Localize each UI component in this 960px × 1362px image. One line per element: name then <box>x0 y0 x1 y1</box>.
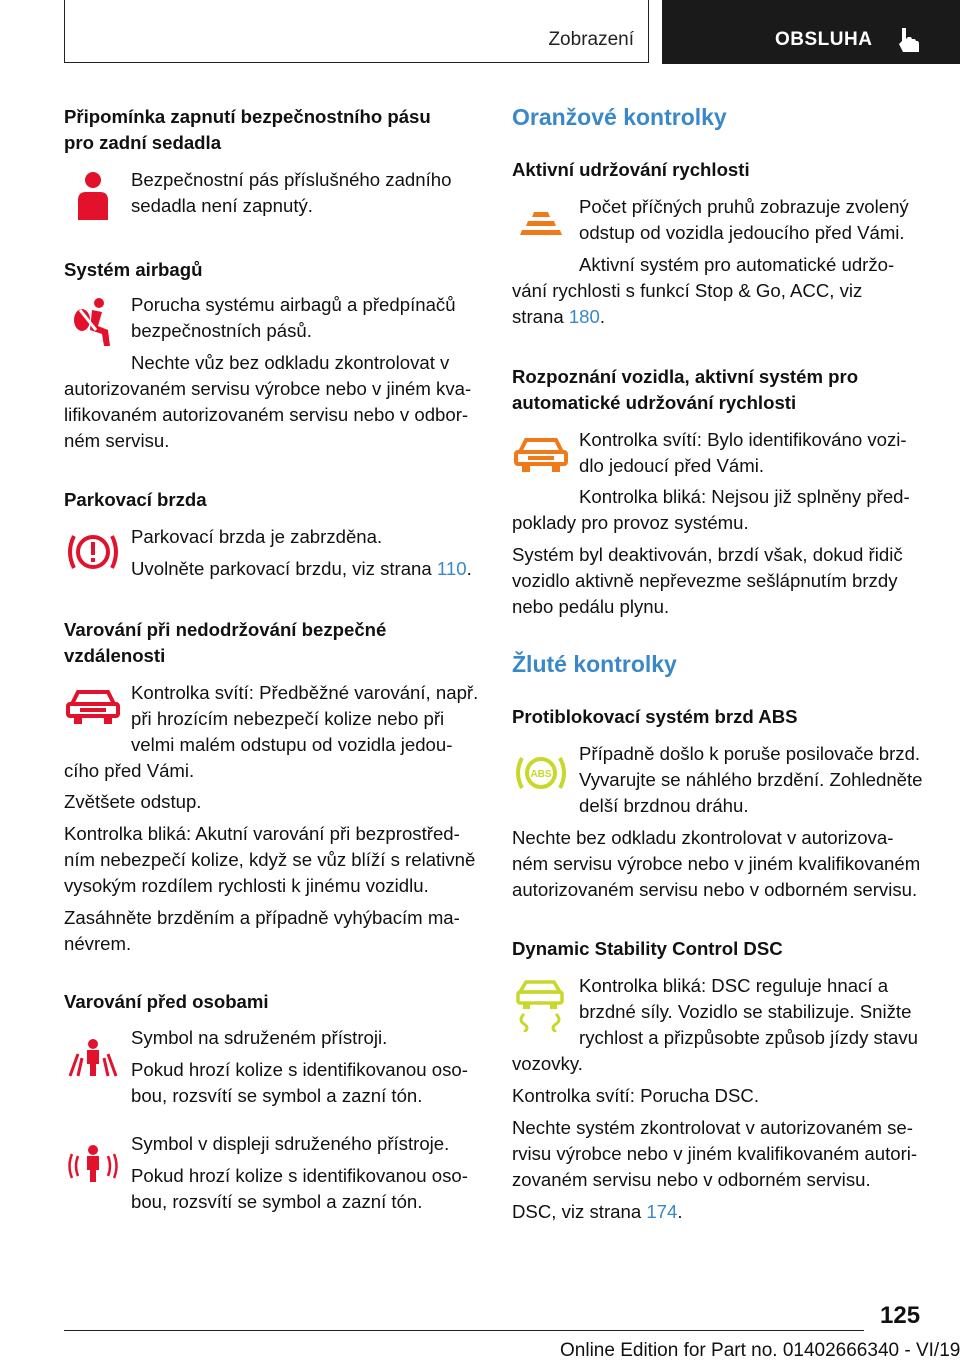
footer-edition: Online Edition for Part no. 01402666340 - VI/19 <box>560 1340 960 1361</box>
distance-text-7: ním nebezpečí kolize, když se vůz blíží s relativně <box>64 849 476 870</box>
persons-text-6: bou, rozsvítí se symbol a zazní tón. <box>131 1191 423 1212</box>
persons-text-2: Pokud hrozí kolize s identifikovanou oso- <box>131 1059 468 1080</box>
detect-text-4: poklady pro provoz systému. <box>512 512 749 533</box>
dsc-text-5: Kontrolka svítí: Porucha DSC. <box>512 1085 759 1106</box>
airbag-text-5: lifikovaném autorizovaném servisu nebo v odbor- <box>64 404 469 425</box>
abs-text-3: delší brzdnou dráhu. <box>579 795 749 816</box>
pedestrian-warning-icon <box>68 1038 118 1078</box>
rear-seatbelt-icon <box>74 170 112 222</box>
distance-text-9: Zasáhněte brzděním a případně vyhýbacím ma- <box>64 907 460 928</box>
seatbelt-text-1: Bezpečnostní pás příslušného zadního <box>131 169 452 190</box>
seatbelt-title-line2: pro zadní sedadla <box>64 132 222 153</box>
airbag-text-1: Porucha systému airbagů a předpínačů <box>131 294 456 315</box>
distance-text-10: névrem. <box>64 933 132 954</box>
detect-text-2: dlo jedoucí před Vámi. <box>579 455 765 476</box>
dsc-text-3: rychlost a přizpůsobte způsob jízdy stavu <box>579 1027 918 1048</box>
persons-warning-title: Varování před osobami <box>64 991 269 1012</box>
distance-text-1: Kontrolka svítí: Předběžné varování, např. <box>131 682 479 703</box>
dsc-text-7: rvisu výrobce nebo v jiném kvalifikovaném autori- <box>512 1143 918 1164</box>
abs-text-4: Nechte bez odkladu zkontrolovat v autorizova- <box>512 827 894 848</box>
pedestrian-display-icon <box>66 1144 120 1184</box>
distance-warning-car-icon <box>66 688 120 728</box>
acc-text-1: Počet příčných pruhů zobrazuje zvolený <box>579 196 909 217</box>
acc-text-2: odstup od vozidla jedoucího před Vámi. <box>579 222 905 243</box>
abs-text-2: Vyvarujte se náhlého brzdění. Zohledněte <box>579 769 923 790</box>
seatbelt-text-2: sedadla není zapnutý. <box>131 195 313 216</box>
header-section-title: Zobrazení <box>548 29 634 50</box>
detect-text-3: Kontrolka bliká: Nejsou již splněny před- <box>579 486 910 507</box>
abs-icon-label: ABS <box>530 769 552 780</box>
header-section-box <box>64 0 649 63</box>
distance-text-4: cího před Vámi. <box>64 760 195 781</box>
detect-text-6: vozidlo aktivně nepřevezme sešlápnutím brzdy <box>512 570 898 591</box>
distance-text-2: při hrozícím nebezpečí kolize nebo při <box>131 708 445 729</box>
orange-lights-heading: Oranžové kontrolky <box>512 104 727 130</box>
page-number: 125 <box>880 1302 921 1329</box>
distance-warning-title-line2: vzdálenosti <box>64 645 166 666</box>
abs-warning-icon <box>514 750 568 796</box>
dsc-text-9: DSC, viz strana 174. <box>512 1201 683 1222</box>
distance-bars-icon <box>514 210 568 240</box>
parking-brake-text-2: Uvolněte parkovací brzdu, viz strana 110. <box>131 558 472 579</box>
dsc-text-8: zovaném servisu nebo v odborném servisu. <box>512 1169 871 1190</box>
acc-text-5: strana 180. <box>512 306 606 327</box>
dsc-text-2: brzdné síly. Vozidlo se stabilizuje. Snižte <box>579 1001 912 1022</box>
distance-warning-title-line1: Varování při nedodržování bezpečné <box>64 619 387 640</box>
acc-text-4: vání rychlosti s funkcí Stop & Go, ACC, viz <box>512 280 863 301</box>
airbag-title: Systém airbagů <box>64 259 203 280</box>
airbag-text-4: autorizovaném servisu výrobce nebo v jiném kva- <box>64 378 472 399</box>
abs-text-5: ném servisu výrobce nebo v jiném kvalifikovaném <box>512 853 921 874</box>
abs-title: Protiblokovací systém brzd ABS <box>512 706 798 727</box>
persons-text-3: bou, rozsvítí se symbol a zazní tón. <box>131 1085 423 1106</box>
airbag-text-2: bezpečnostních pásů. <box>131 320 312 341</box>
detect-text-5: Systém byl deaktivován, brzdí však, dokud řidič <box>512 544 903 565</box>
detect-text-7: nebo pedálu plynu. <box>512 596 670 617</box>
dsc-title: Dynamic Stability Control DSC <box>512 938 783 959</box>
page-link-180[interactable]: 180 <box>568 306 600 327</box>
dsc-skidding-car-icon <box>516 978 564 1032</box>
airbag-text-6: ném servisu. <box>64 430 170 451</box>
parking-brake-text-1: Parkovací brzda je zabrzděna. <box>131 526 383 547</box>
distance-text-6: Kontrolka bliká: Akutní varování při bezprostřed- <box>64 823 460 844</box>
parking-brake-title: Parkovací brzda <box>64 489 207 510</box>
persons-text-5: Pokud hrozí kolize s identifikovanou oso- <box>131 1165 468 1186</box>
distance-text-8: vysokým rozdílem rychlosti k jinému vozidlu. <box>64 875 429 896</box>
persons-text-4: Symbol v displeji sdruženého přístroje. <box>131 1133 450 1154</box>
footer-divider <box>64 1330 864 1331</box>
abs-text-6: autorizovaném servisu nebo v odborném servisu. <box>512 879 918 900</box>
distance-text-5: Zvětšete odstup. <box>64 791 202 812</box>
dsc-text-6: Nechte systém zkontrolovat v autorizovaném se- <box>512 1117 913 1138</box>
acc-title: Aktivní udržování rychlosti <box>512 159 750 180</box>
acc-text-3: Aktivní systém pro automatické udržo- <box>579 254 895 275</box>
pointing-hand-icon <box>897 26 921 54</box>
header-chapter-tab <box>662 0 960 64</box>
vehicle-detect-title-line2: automatické udržování rychlosti <box>512 392 797 413</box>
airbag-text-3: Nechte vůz bez odkladu zkontrolovat v <box>131 352 450 373</box>
dsc-text-4: vozovky. <box>512 1053 583 1074</box>
yellow-lights-heading: Žluté kontrolky <box>512 651 677 677</box>
abs-text-1: Případně došlo k poruše posilovače brzd. <box>579 743 921 764</box>
page-link-110[interactable]: 110 <box>436 558 467 579</box>
seatbelt-title-line1: Připomínka zapnutí bezpečnostního pásu <box>64 106 431 127</box>
parking-brake-icon <box>66 530 120 574</box>
vehicle-detect-title-line1: Rozpoznání vozidla, aktivní systém pro <box>512 366 859 387</box>
detect-text-1: Kontrolka svítí: Bylo identifikováno vozi- <box>579 429 907 450</box>
dsc-text-1: Kontrolka bliká: DSC reguluje hnací a <box>579 975 889 996</box>
airbag-icon <box>72 296 118 348</box>
header-chapter-title: OBSLUHA <box>775 29 873 50</box>
page-link-174[interactable]: 174 <box>646 1201 678 1222</box>
distance-text-3: velmi malém odstupu od vozidla jedou- <box>131 734 453 755</box>
persons-text-1: Symbol na sdruženém přístroji. <box>131 1027 388 1048</box>
vehicle-detected-car-icon <box>514 436 568 476</box>
